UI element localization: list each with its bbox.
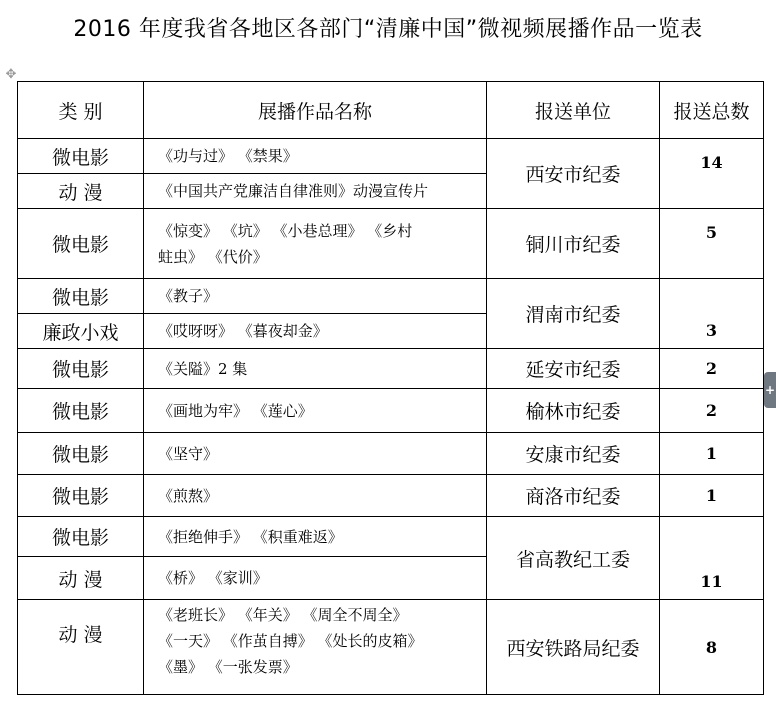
category-cell: 微电影	[18, 209, 144, 279]
works-table	[17, 81, 764, 695]
works-cell	[144, 139, 487, 174]
count-cell: 3	[660, 279, 764, 349]
unit-cell: 铜川市纪委	[487, 209, 660, 279]
header-count: 报送总数	[660, 82, 764, 139]
works-line: 《拒绝伸手》 《积重难返》	[158, 527, 343, 546]
table-row	[18, 209, 764, 279]
count-cell: 14	[660, 139, 764, 209]
category-cell: 微电影	[18, 517, 144, 557]
count-cell: 2	[660, 349, 764, 389]
count-cell: 1	[660, 433, 764, 475]
header-unit: 报送单位	[487, 82, 660, 139]
category-cell: 动 漫	[18, 600, 144, 695]
works-cell	[144, 557, 487, 600]
table-row	[18, 139, 764, 174]
category-cell: 微电影	[18, 279, 144, 314]
header-works: 展播作品名称	[144, 82, 487, 139]
table-row	[18, 279, 764, 314]
category-cell: 动 漫	[18, 174, 144, 209]
page-title: 2016 年度我省各地区各部门“清廉中国”微视频展播作品一览表	[73, 17, 703, 42]
category-cell: 微电影	[18, 433, 144, 475]
table-body	[18, 82, 764, 695]
count-cell: 8	[660, 600, 764, 695]
unit-cell: 西安铁路局纪委	[487, 600, 660, 695]
works-cell	[144, 349, 487, 389]
category-cell: 微电影	[18, 389, 144, 433]
category-cell: 微电影	[18, 349, 144, 389]
table-row	[18, 433, 764, 475]
works-cell	[144, 314, 487, 349]
table-row	[18, 475, 764, 517]
table-row	[18, 517, 764, 557]
works-line: 《哎呀呀》 《暮夜却金》	[158, 322, 328, 340]
works-cell	[144, 517, 487, 557]
works-line: 《教子》	[158, 287, 219, 305]
unit-cell: 延安市纪委	[487, 349, 660, 389]
table-row	[18, 349, 764, 389]
works-cell	[144, 433, 487, 475]
works-line: 《坚守》	[158, 444, 219, 463]
unit-cell: 商洛市纪委	[487, 475, 660, 517]
table-row	[18, 389, 764, 433]
move-cross-icon[interactable]: ✥	[5, 67, 17, 82]
works-line: 《关隘》2 集	[158, 359, 248, 378]
unit-cell: 渭南市纪委	[487, 279, 660, 349]
table-row	[18, 600, 764, 695]
works-line: 《惊变》 《坑》 《小巷总理》 《乡村	[158, 221, 413, 240]
header-category: 类 别	[18, 82, 144, 139]
works-cell	[144, 600, 487, 695]
works-cell	[144, 209, 487, 279]
works-cell	[144, 389, 487, 433]
category-cell: 廉政小戏	[18, 314, 144, 349]
unit-cell: 西安市纪委	[487, 139, 660, 209]
count-cell: 11	[660, 517, 764, 600]
works-cell	[144, 174, 487, 209]
works-line: 蛀虫》 《代价》	[158, 247, 268, 266]
works-line: 《功与过》 《禁果》	[158, 147, 298, 165]
works-line: 《老班长》 《年关》 《周全不周全》	[158, 606, 408, 624]
header-row	[18, 82, 764, 139]
plus-icon[interactable]: +	[764, 372, 776, 408]
category-cell: 微电影	[18, 139, 144, 174]
unit-cell: 安康市纪委	[487, 433, 660, 475]
unit-cell: 省高教纪工委	[487, 517, 660, 600]
works-line: 《桥》 《家训》	[158, 569, 268, 587]
works-cell	[144, 279, 487, 314]
works-line: 《一天》 《作茧自搏》 《处长的皮箱》	[158, 632, 423, 650]
count-cell: 5	[660, 209, 764, 279]
works-line: 《墨》 《一张发票》	[158, 658, 298, 676]
category-cell: 微电影	[18, 475, 144, 517]
unit-cell: 榆林市纪委	[487, 389, 660, 433]
count-cell: 2	[660, 389, 764, 433]
works-line: 《煎熬》	[158, 486, 219, 505]
category-cell: 动 漫	[18, 557, 144, 600]
count-cell: 1	[660, 475, 764, 517]
works-line: 《中国共产党廉洁自律准则》动漫宣传片	[158, 182, 429, 200]
works-cell	[144, 475, 487, 517]
works-line: 《画地为牢》 《莲心》	[158, 401, 313, 420]
